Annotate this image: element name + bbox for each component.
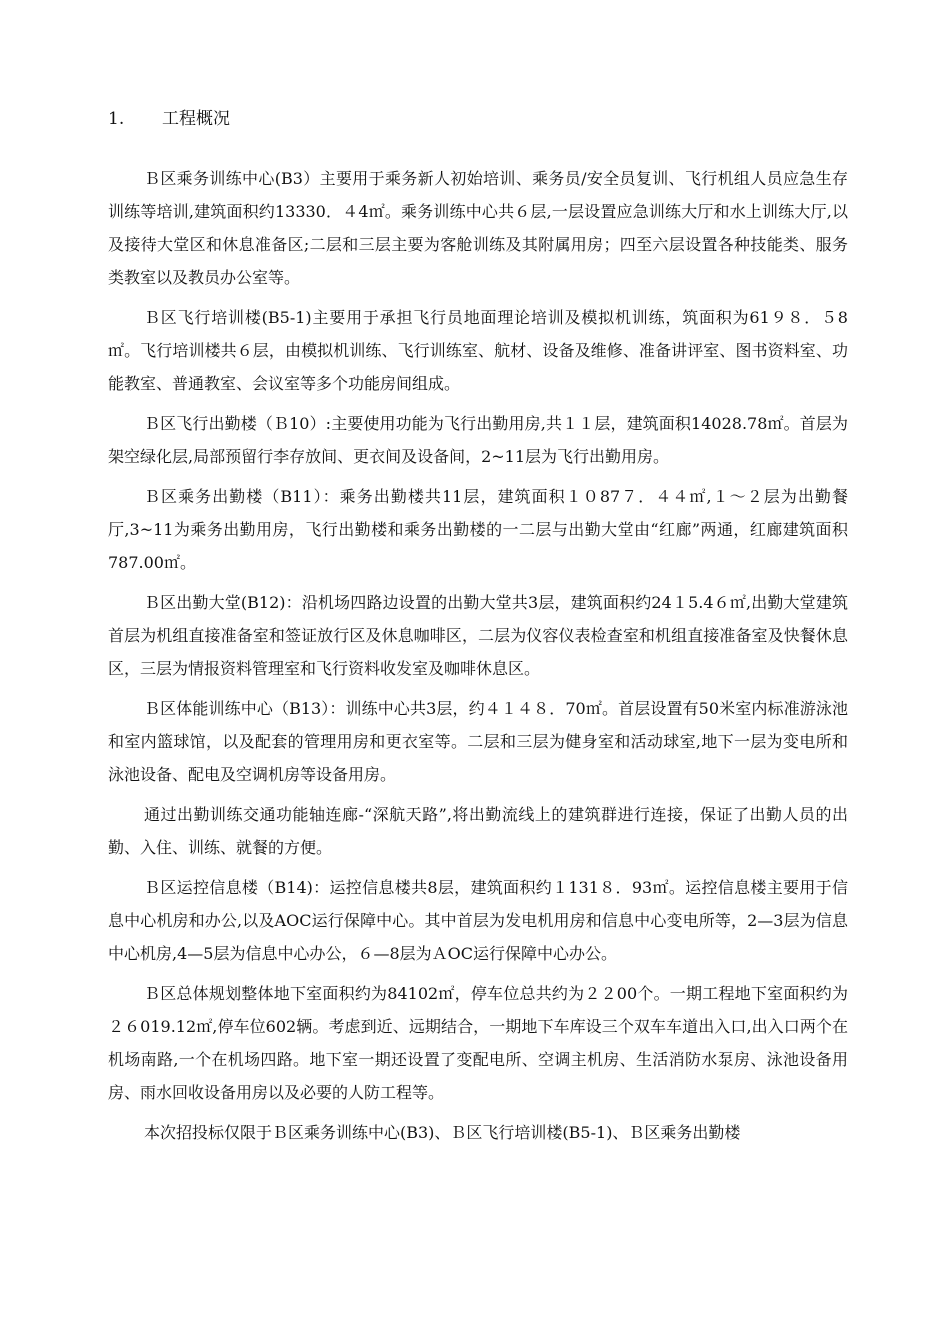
paragraph-corridor: 通过出勤训练交通功能轴连廊-“深航天路”,将出勤流线上的建筑群进行连接，保证了出勤人员的出勤、入住、训练、就餐的方便。 [108, 805, 848, 857]
paragraph-b11: Ｂ区乘务出勤楼（B11）：乘务出勤楼共11层，建筑面积１０87７．４４㎡,１～２层为出勤餐厅,3~11为乘务出勤用房，飞行出勤楼和乘务出勤楼的一二层与出勤大堂由“红廊”两通，红廊建筑面积787.00㎡。 [108, 487, 848, 572]
paragraph-b3: Ｂ区乘务训练中心(B3）主要用于乘务新人初始培训、乘务员/安全员复训、飞行机组人员应急生存训练等培训,建筑面积约13330．４4㎡。乘务训练中心共６层,一层设置应急训练大厅和水上训练大厅,以及接待大堂区和休息准备区;二层和三层主要为客舱训练及其附属用房；四至六层设置各种技能类、服务类教室以及教员办公室等。 [108, 169, 848, 287]
paragraph-b13: Ｂ区体能训练中心（B13）：训练中心共3层，约４１４８．70㎡。首层设置有50米室内标准游泳池和室内篮球馆，以及配套的管理用房和更衣室等。二层和三层为健身室和活动球室,地下一层为变电所和泳池设备、配电及空调机房等设备用房。 [108, 699, 848, 784]
section-heading [108, 108, 230, 130]
section-number: 1. [108, 109, 125, 129]
paragraph-tender-scope: 本次招投标仅限于Ｂ区乘务训练中心(B3)、Ｂ区飞行培训楼(B5-1)、Ｂ区乘务出勤楼 [144, 1123, 741, 1142]
paragraph-b14: Ｂ区运控信息楼（B14)：运控信息楼共8层，建筑面积约１131８．93㎡。运控信息楼主要用于信息中心机房和办公,以及AOC运行保障中心。其中首层为发电机用房和信息中心变电所等，2—3层为信息中心机房,4—5层为信息中心办公，６—8层为ＡOC运行保障中心办公。 [108, 878, 848, 963]
paragraph-basement: Ｂ区总体规划整体地下室面积约为84102㎡，停车位总共约为２２00个。一期工程地下室面积约为２６019.12㎡,停车位602辆。考虑到近、远期结合，一期地下车库设三个双车车道出入口,出入口两个在机场南路,一个在机场四路。地下室一期还设置了变配电所、空调主机房、生活消防水泵房、泳池设备用房、雨水回收设备用房以及必要的人防工程等。 [108, 984, 848, 1102]
paragraph-b12: Ｂ区出勤大堂(B12)：沿机场四路边设置的出勤大堂共3层，建筑面积约24１5.4６㎡,出勤大堂建筑首层为机组直接准备室和签证放行区及休息咖啡区，二层为仪容仪表检查室和机组直接准备室及快餐休息区，三层为情报资料管理室和飞行资料收发室及咖啡休息区。 [108, 593, 848, 678]
paragraph-b5-1: Ｂ区飞行培训楼(B5-1)主要用于承担飞行员地面理论培训及模拟机训练，筑面积为61９８．５8㎡。飞行培训楼共６层，由模拟机训练、飞行训练室、航材、设备及维修、准备讲评室、图书资料室、功能教室、普通教室、会议室等多个功能房间组成。 [108, 308, 848, 393]
section-title: 工程概况 [162, 109, 230, 129]
paragraph-b10: Ｂ区飞行出勤楼（Ｂ10）:主要使用功能为飞行出勤用房,共１１层，建筑面积14028.78㎡。首层为架空绿化层,局部预留行李存放间、更衣间及设备间，2~11层为飞行出勤用房。 [108, 414, 848, 466]
document-body [108, 162, 848, 1149]
